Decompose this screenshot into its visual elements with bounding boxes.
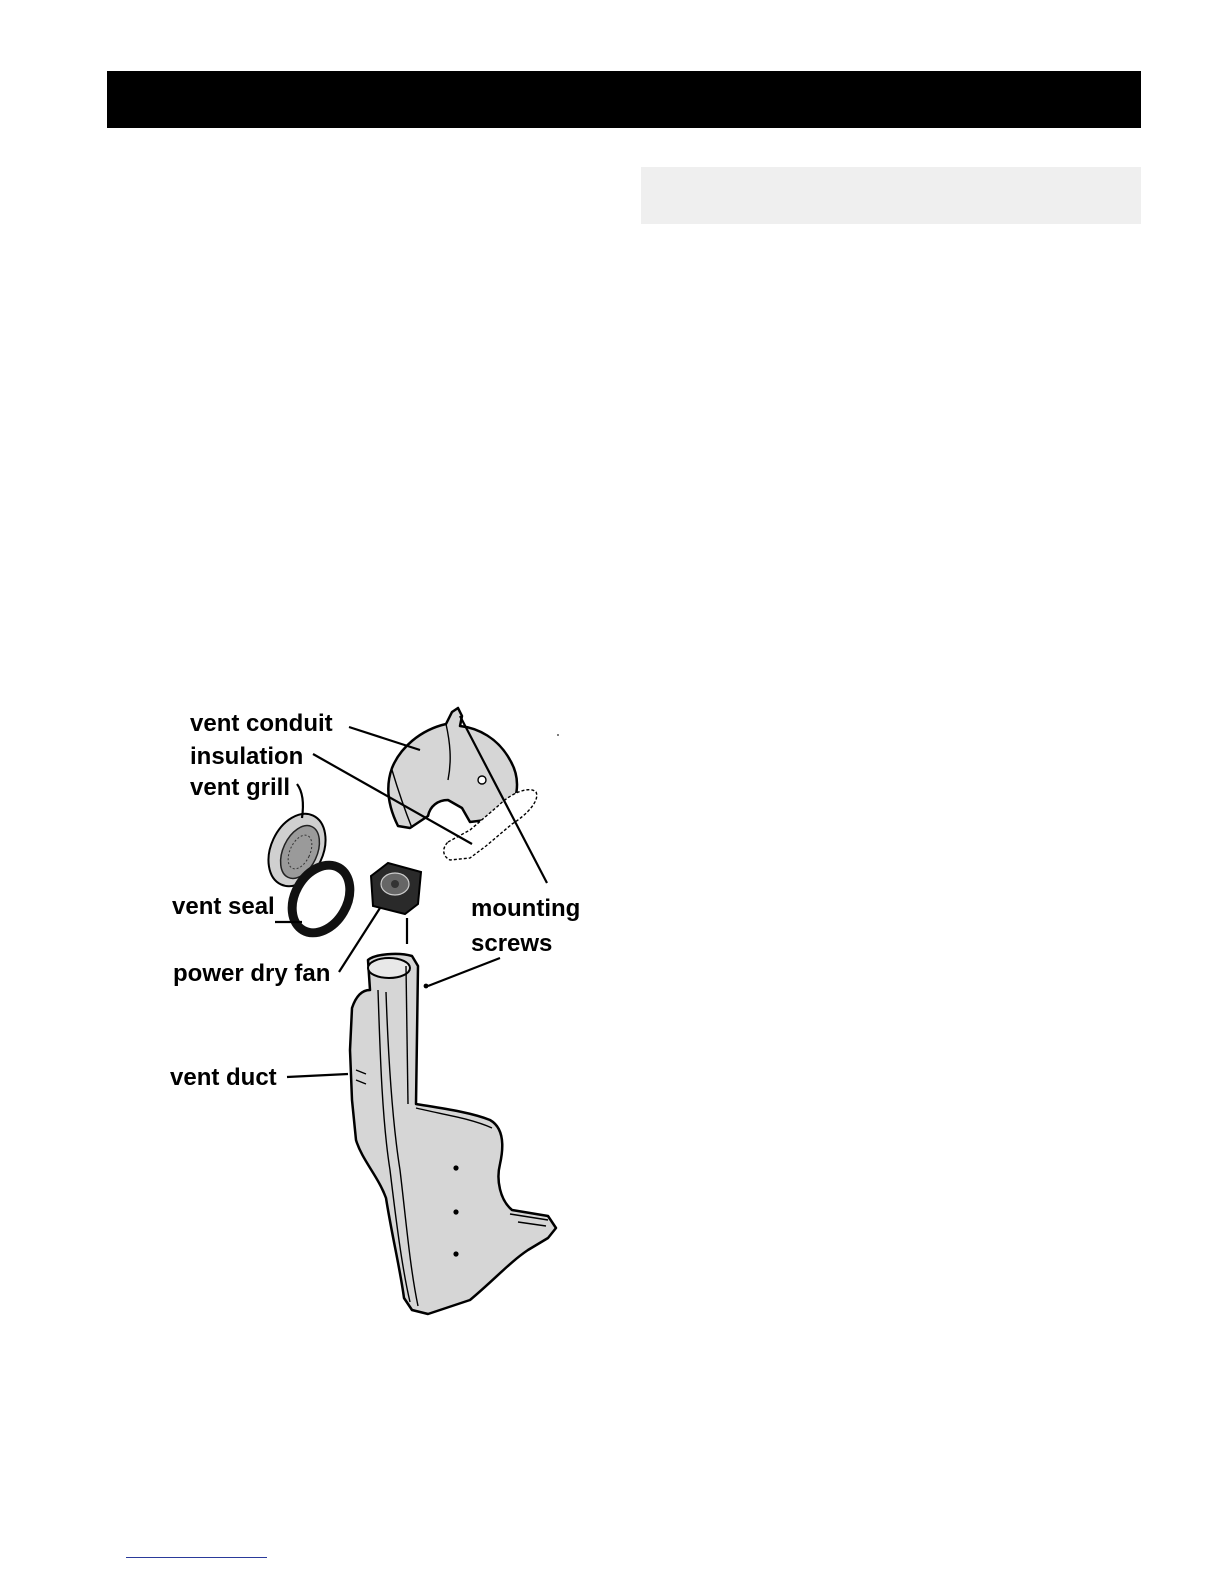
label-screws: screws [471, 930, 553, 957]
label-insulation: insulation [190, 743, 304, 770]
label-vent-grill: vent grill [190, 774, 291, 801]
vent-duct-part [350, 954, 556, 1314]
label-mounting: mounting [471, 895, 581, 922]
leader-vent-duct [287, 1074, 348, 1077]
leader-vent-grill [297, 784, 303, 818]
label-power-dry-fan: power dry fan [173, 960, 331, 987]
power-dry-fan-part [371, 863, 421, 914]
label-vent-seal: vent seal [172, 893, 275, 920]
label-vent-duct: vent duct [170, 1064, 277, 1091]
footer-rule [126, 1557, 267, 1558]
leader-vent-conduit [349, 727, 420, 750]
leader-mounting-screws-lower [428, 958, 500, 986]
speck-mark [557, 734, 559, 736]
label-vent-conduit: vent conduit [190, 710, 333, 737]
